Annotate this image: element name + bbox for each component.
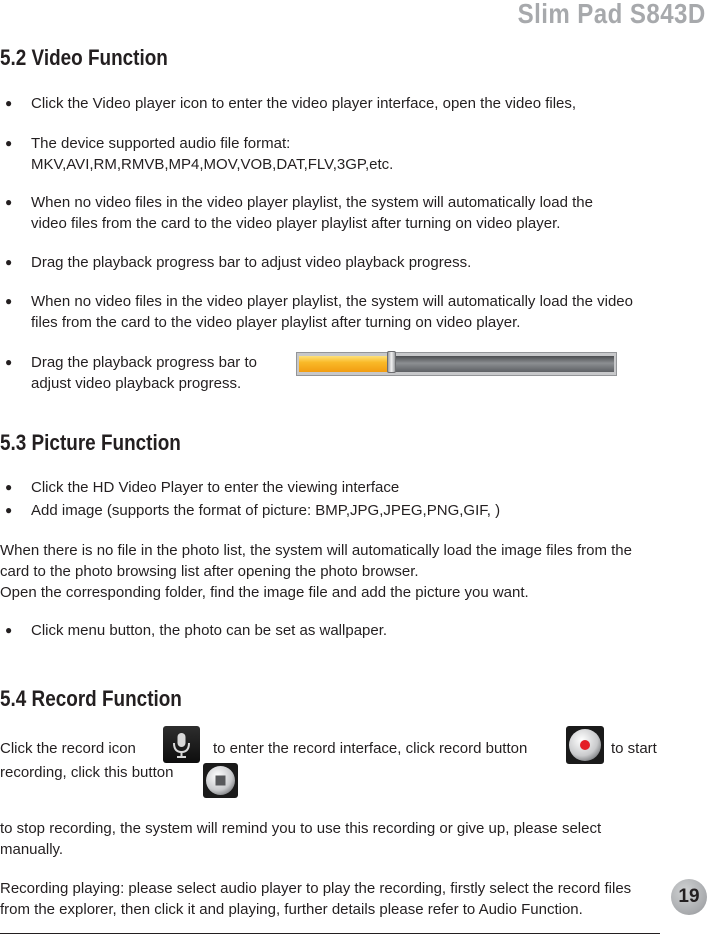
page-number: 19 (671, 879, 707, 915)
video-bullet-3-line-1: When no video files in the video player playlist, the system will automatically load the (31, 194, 593, 211)
record-paragraph-2-line-2: manually. (0, 841, 64, 858)
bullet: ● (5, 294, 13, 308)
section-heading-video: 5.2 Video Function (0, 45, 168, 70)
video-bullet-5-line-2: files from the card to the video player playlist after turning on video player. (31, 314, 521, 331)
bullet: ● (5, 503, 13, 517)
picture-paragraph-line-2: card to the photo browsing list after opening the photo browser. (0, 563, 419, 580)
bullet: ● (5, 480, 13, 494)
record-text-1b: to enter the record interface, click record button (213, 740, 528, 757)
record-paragraph-3-line-1: Recording playing: please select audio player to play the recording, firstly select the record files (0, 880, 632, 897)
playback-progress-bar[interactable] (296, 352, 617, 376)
bullet: ● (5, 255, 13, 269)
bullet: ● (5, 623, 13, 637)
video-bullet-6-line-2: adjust video playback progress. (31, 375, 242, 392)
record-paragraph-3-line-2: from the explorer, then click it and playing, further details please refer to Audio Function. (0, 901, 583, 918)
section-heading-picture: 5.3 Picture Function (0, 430, 181, 455)
record-paragraph-2-line-1: to stop recording, the system will remind you to use this recording or give up, please select (0, 820, 602, 837)
progress-handle[interactable] (387, 351, 396, 373)
video-bullet-2-line-1: The device supported audio file format: (31, 135, 291, 152)
video-bullet-2-line-2: MKV,AVI,RM,RMVB,MP4,MOV,VOB,DAT,FLV,3GP,etc. (31, 156, 394, 173)
progress-track (299, 356, 614, 372)
picture-bullet-1: Click the HD Video Player to enter the viewing interface (31, 479, 400, 496)
video-bullet-1: Click the Video player icon to enter the video player interface, open the video files, (31, 95, 577, 112)
picture-paragraph-line-3: Open the corresponding folder, find the image file and add the picture you want. (0, 584, 529, 601)
record-text-1a: Click the record icon (0, 740, 136, 757)
picture-bullet-2: Add image (supports the format of picture: BMP,JPG,JPEG,PNG,GIF, ) (31, 502, 501, 519)
picture-bullet-3: Click menu button, the photo can be set as wallpaper. (31, 622, 388, 639)
footer-rule (0, 933, 660, 934)
progress-fill (299, 356, 392, 372)
video-bullet-3-line-2: video files from the card to the video player playlist after turning on video player. (31, 215, 561, 232)
bullet: ● (5, 96, 13, 110)
stop-icon[interactable] (203, 763, 238, 798)
bullet: ● (5, 195, 13, 209)
record-text-2: recording, click this button (0, 764, 174, 781)
picture-paragraph-line-1: When there is no file in the photo list, the system will automatically load the image files from the (0, 542, 632, 559)
section-heading-record: 5.4 Record Function (0, 686, 182, 711)
record-text-1c: to start (611, 740, 657, 757)
video-bullet-4: Drag the playback progress bar to adjust video playback progress. (31, 254, 472, 271)
video-bullet-5-line-1: When no video files in the video player playlist, the system will automatically load the video (31, 293, 633, 310)
record-icon[interactable] (566, 726, 604, 764)
brand-title: Slim Pad S843D (517, 0, 706, 29)
microphone-icon[interactable] (163, 726, 200, 763)
video-bullet-6-line-1: Drag the playback progress bar to (31, 354, 257, 371)
bullet: ● (5, 355, 13, 369)
bullet: ● (5, 136, 13, 150)
